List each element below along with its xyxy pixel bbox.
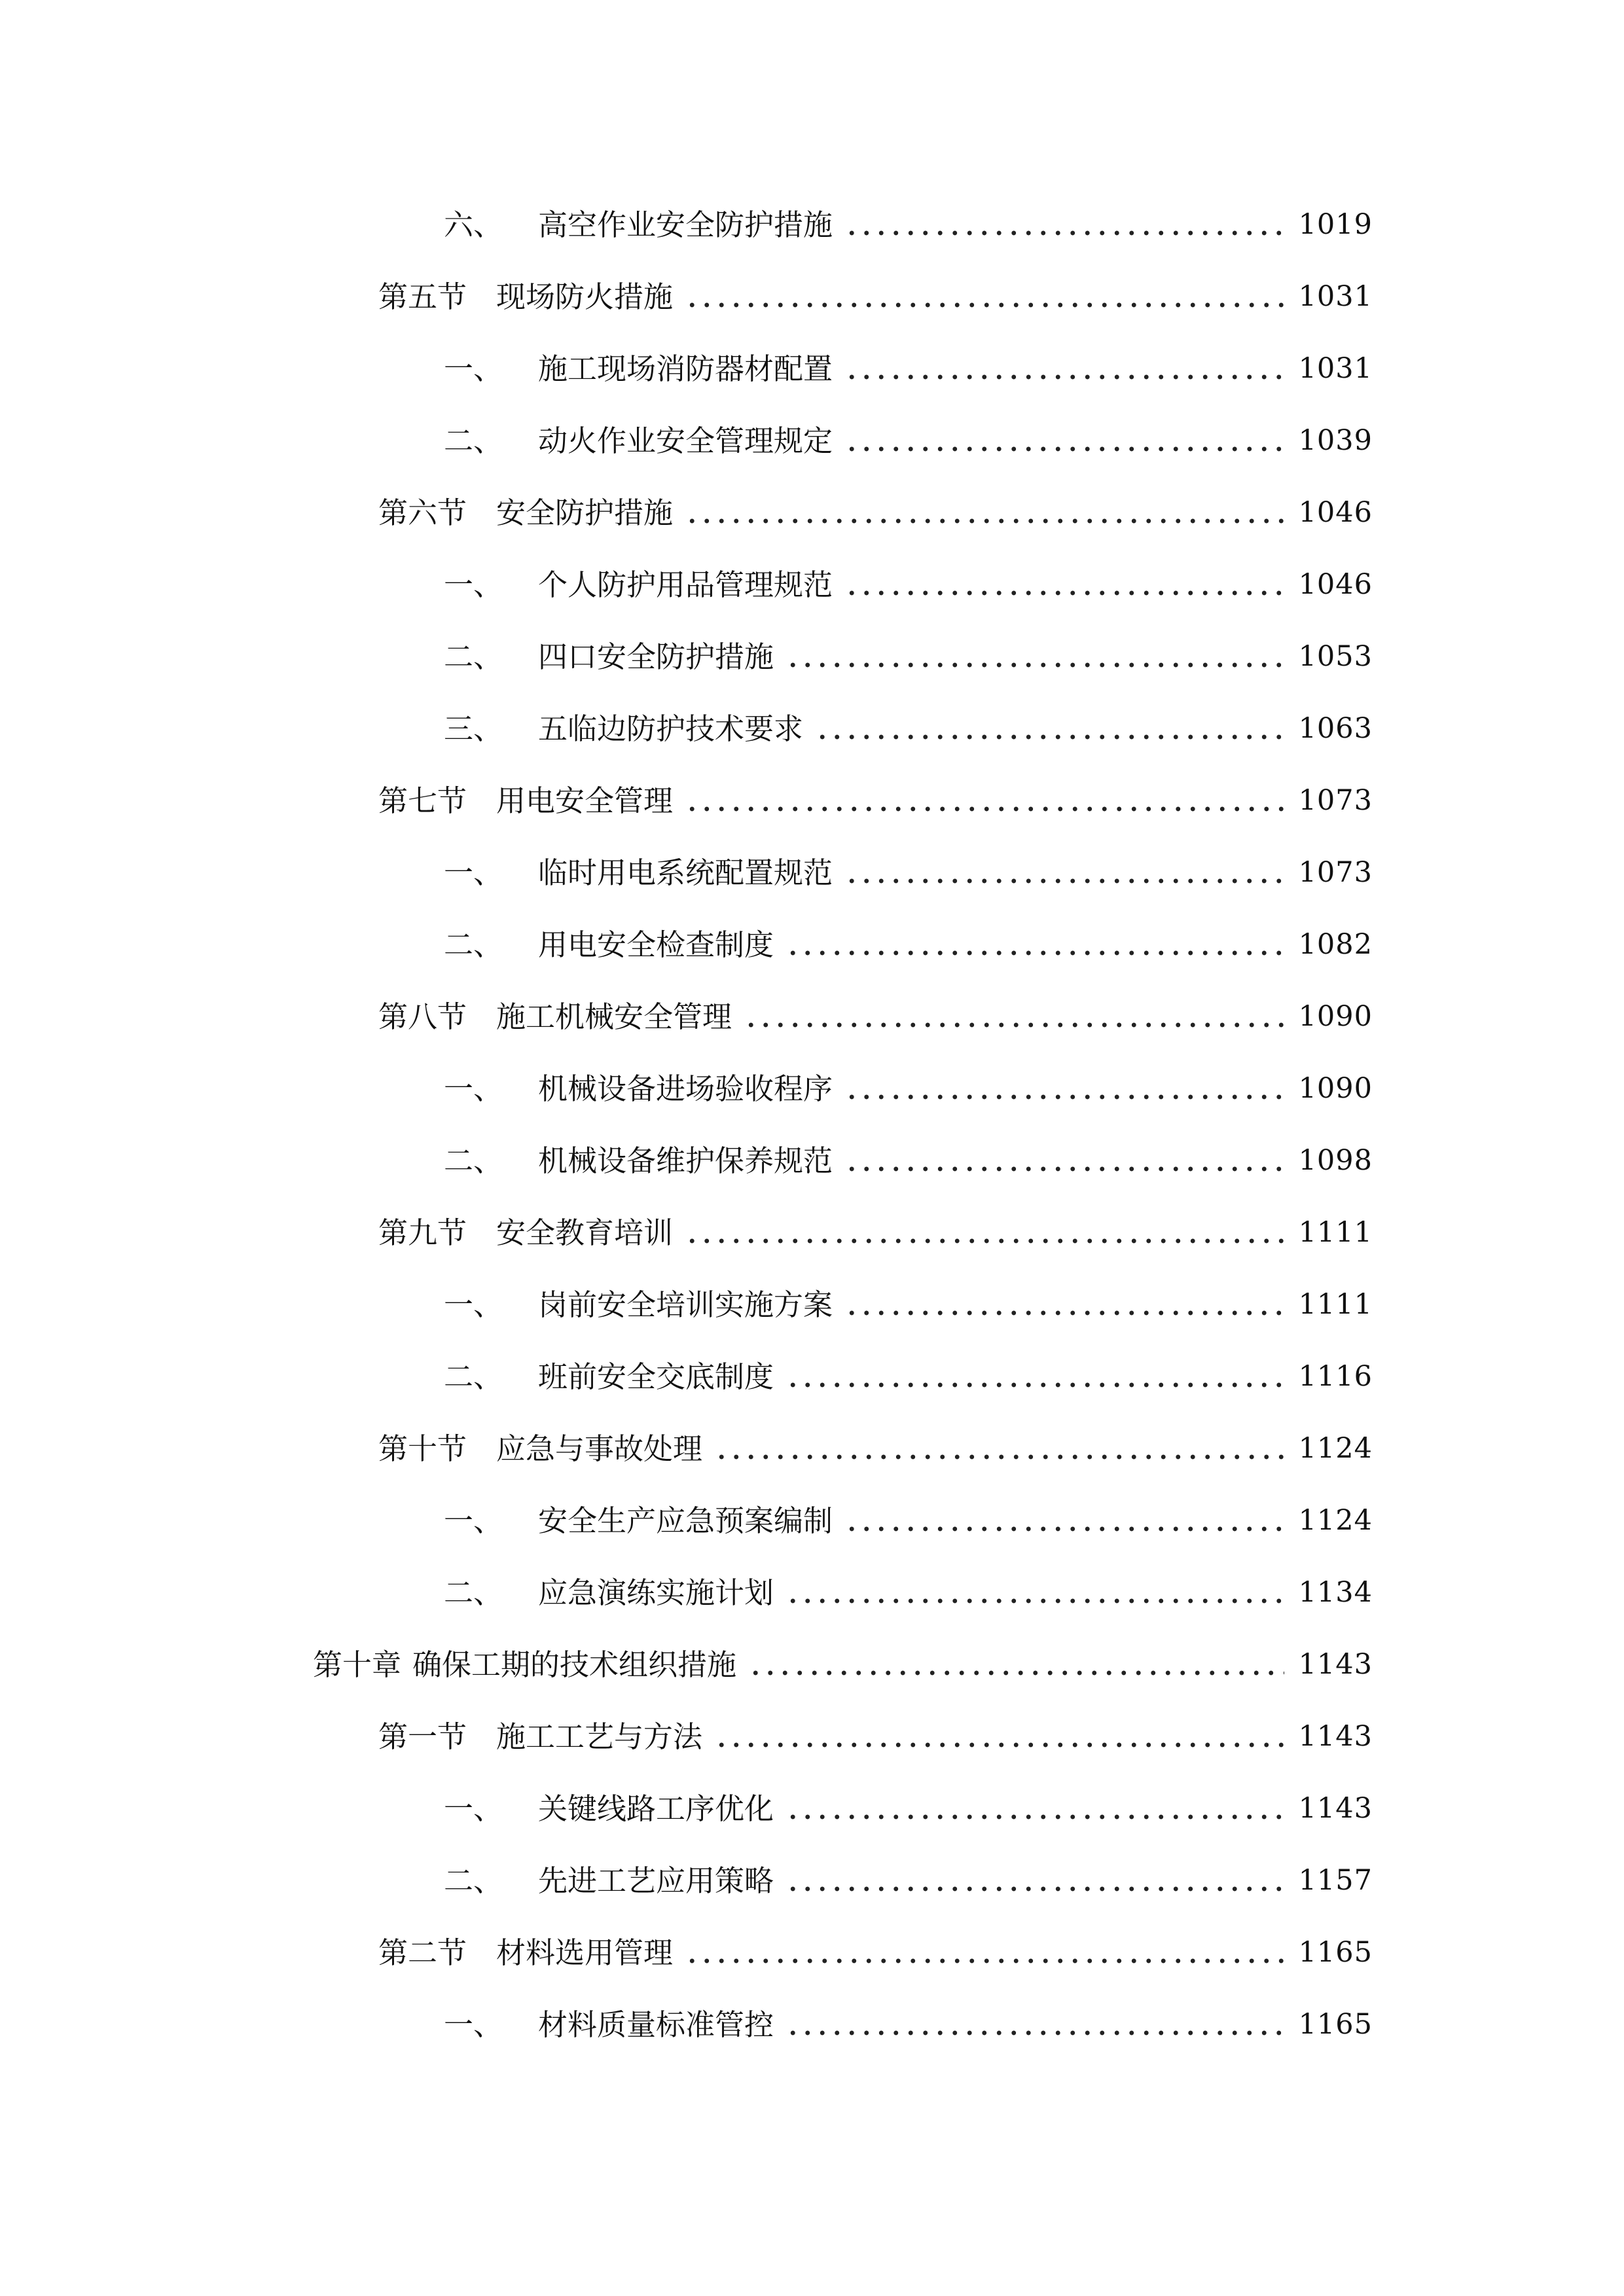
toc-entry-page: 1098: [1298, 1143, 1373, 1177]
toc-entry-label: [378, 279, 674, 314]
toc-entry-title: 施工现场消防器材配置: [538, 351, 833, 386]
toc-entry-title: 安全防护措施: [496, 495, 674, 530]
toc-entry[interactable]: [0, 1700, 1624, 1772]
toc-entry-label: [444, 207, 833, 242]
toc-entry-label: [378, 783, 674, 818]
toc-entry-title: 应急演练实施计划: [538, 1575, 774, 1610]
toc-entry-number: 第一节: [378, 1719, 467, 1754]
toc-entry[interactable]: [0, 620, 1624, 692]
toc-dot-leader: [844, 570, 1284, 600]
toc-entry-page: 1090: [1298, 999, 1373, 1033]
toc-entry-label: [444, 1359, 774, 1394]
toc-entry-page: 1165: [1298, 2007, 1373, 2041]
toc-dot-leader: [844, 858, 1284, 888]
toc-entry-label: [444, 1575, 774, 1610]
toc-entry-page: 1157: [1298, 1863, 1373, 1897]
toc-dot-leader: [685, 282, 1284, 312]
toc-entry-number: 一、: [444, 2007, 503, 2042]
toc-entry-label: [444, 927, 774, 962]
toc-entry-page: 1073: [1298, 855, 1373, 889]
toc-entry-page: 1046: [1298, 495, 1373, 529]
toc-entry-label: [444, 1503, 833, 1538]
toc-entry-label: [378, 495, 674, 530]
toc-entry-page: 1053: [1298, 639, 1373, 673]
toc-entry[interactable]: [0, 260, 1624, 332]
toc-dot-leader: [844, 426, 1284, 456]
toc-dot-leader: [685, 786, 1284, 816]
toc-entry-title: 机械设备进场验收程序: [538, 1071, 833, 1106]
toc-entry-page: 1116: [1298, 1359, 1373, 1393]
toc-entry[interactable]: [0, 908, 1624, 980]
toc-entry-label: [444, 639, 774, 674]
table-of-contents: [0, 188, 1624, 2060]
toc-entry-label: [444, 1287, 833, 1322]
toc-entry-number: 二、: [444, 423, 503, 458]
toc-entry-number: 二、: [444, 1575, 503, 1610]
toc-entry-number: 三、: [444, 711, 503, 746]
toc-entry-title: 先进工艺应用策略: [538, 1863, 774, 1898]
toc-dot-leader: [714, 1722, 1284, 1751]
toc-dot-leader: [685, 1218, 1284, 1247]
toc-entry-number: 二、: [444, 1359, 503, 1394]
toc-entry-label: [444, 351, 833, 386]
toc-entry[interactable]: [0, 980, 1624, 1052]
toc-entry-page: 1111: [1298, 1287, 1373, 1321]
toc-entry-label: [378, 1215, 674, 1250]
toc-dot-leader: [785, 930, 1284, 960]
toc-entry-label: [444, 855, 833, 890]
toc-entry-title: 用电安全管理: [496, 783, 674, 818]
toc-entry[interactable]: [0, 188, 1624, 260]
toc-entry-label: [444, 1863, 774, 1898]
toc-entry-number: 第七节: [378, 783, 467, 818]
toc-entry[interactable]: [0, 1988, 1624, 2060]
toc-dot-leader: [714, 1434, 1284, 1463]
toc-dot-leader: [815, 714, 1284, 744]
toc-dot-leader: [844, 1146, 1284, 1175]
toc-entry-page: 1111: [1298, 1215, 1373, 1249]
toc-entry[interactable]: [0, 1412, 1624, 1484]
toc-dot-leader: [748, 1650, 1284, 1679]
toc-entry-title: 用电安全检查制度: [538, 927, 774, 962]
toc-entry-page: 1063: [1298, 711, 1373, 745]
toc-entry-number: 一、: [444, 1503, 503, 1538]
toc-entry-title: 机械设备维护保养规范: [538, 1143, 833, 1178]
toc-entry-page: 1046: [1298, 567, 1373, 601]
toc-entry-label: [313, 1647, 737, 1682]
toc-entry-title: 个人防护用品管理规范: [538, 567, 833, 602]
toc-entry[interactable]: [0, 692, 1624, 764]
toc-entry-page: 1031: [1298, 279, 1373, 313]
toc-entry-number: 六、: [444, 207, 503, 242]
toc-entry-label: [444, 1143, 833, 1178]
toc-entry-label: [378, 1431, 703, 1466]
toc-dot-leader: [844, 1074, 1284, 1103]
toc-entry-title: 现场防火措施: [496, 279, 674, 314]
toc-entry[interactable]: [0, 1340, 1624, 1412]
toc-entry-number: 一、: [444, 567, 503, 602]
toc-entry[interactable]: [0, 1844, 1624, 1916]
toc-entry-page: 1124: [1298, 1431, 1373, 1465]
toc-entry-number: 第十节: [378, 1431, 467, 1466]
toc-entry-number: 二、: [444, 927, 503, 962]
toc-dot-leader: [785, 1362, 1284, 1391]
toc-entry[interactable]: [0, 1268, 1624, 1340]
toc-entry-label: [444, 711, 804, 746]
toc-entry-label: [378, 1719, 703, 1754]
toc-entry-title: 四口安全防护措施: [538, 639, 774, 674]
toc-entry-page: 1082: [1298, 927, 1373, 961]
toc-entry-number: 第五节: [378, 279, 467, 314]
toc-dot-leader: [844, 1290, 1284, 1319]
toc-entry-title: 临时用电系统配置规范: [538, 855, 833, 890]
toc-entry-title: 关键线路工序优化: [538, 1791, 774, 1826]
toc-entry[interactable]: [0, 332, 1624, 404]
toc-entry[interactable]: [0, 1556, 1624, 1628]
toc-dot-leader: [844, 1506, 1284, 1535]
toc-entry-title: 安全教育培训: [496, 1215, 674, 1250]
toc-entry-page: 1143: [1298, 1791, 1373, 1825]
toc-entry[interactable]: [0, 1124, 1624, 1196]
toc-entry-number: 二、: [444, 1143, 503, 1178]
toc-entry-title: 班前安全交底制度: [538, 1359, 774, 1394]
toc-entry-label: [444, 1791, 774, 1826]
toc-entry[interactable]: [0, 1772, 1624, 1844]
toc-entry-title: 确保工期的技术组织措施: [412, 1647, 737, 1682]
toc-entry-title: 材料选用管理: [496, 1935, 674, 1970]
toc-entry-title: 安全生产应急预案编制: [538, 1503, 833, 1538]
toc-entry-number: 第九节: [378, 1215, 467, 1250]
toc-entry[interactable]: [0, 1628, 1624, 1700]
toc-entry-page: 1073: [1298, 783, 1373, 817]
toc-entry-page: 1165: [1298, 1935, 1373, 1969]
toc-entry-title: 施工机械安全管理: [496, 999, 732, 1034]
toc-entry-page: 1039: [1298, 423, 1373, 457]
toc-dot-leader: [744, 1002, 1284, 1031]
toc-dot-leader: [785, 2010, 1284, 2039]
toc-entry-page: 1143: [1298, 1647, 1373, 1681]
toc-entry-page: 1134: [1298, 1575, 1373, 1609]
toc-dot-leader: [844, 354, 1284, 384]
toc-entry-number: 第十章: [313, 1647, 402, 1682]
toc-entry[interactable]: [0, 476, 1624, 548]
toc-entry-page: 1090: [1298, 1071, 1373, 1105]
toc-entry-number: 第六节: [378, 495, 467, 530]
toc-dot-leader: [785, 1866, 1284, 1895]
toc-entry[interactable]: [0, 1484, 1624, 1556]
toc-entry-title: 施工工艺与方法: [496, 1719, 703, 1754]
toc-entry-number: 第二节: [378, 1935, 467, 1970]
toc-entry-title: 五临边防护技术要求: [538, 711, 804, 746]
toc-entry-page: 1019: [1298, 207, 1373, 241]
toc-entry-title: 动火作业安全管理规定: [538, 423, 833, 458]
toc-entry-label: [444, 567, 833, 602]
toc-entry-page: 1143: [1298, 1719, 1373, 1753]
toc-dot-leader: [785, 642, 1284, 672]
toc-entry-title: 材料质量标准管控: [538, 2007, 774, 2042]
toc-entry[interactable]: [0, 1916, 1624, 1988]
toc-entry-number: 第八节: [378, 999, 467, 1034]
toc-entry-number: 一、: [444, 855, 503, 890]
toc-entry-title: 岗前安全培训实施方案: [538, 1287, 833, 1322]
toc-entry[interactable]: [0, 548, 1624, 620]
toc-dot-leader: [785, 1578, 1284, 1607]
toc-entry-number: 二、: [444, 639, 503, 674]
toc-entry[interactable]: [0, 836, 1624, 908]
toc-entry-number: 一、: [444, 351, 503, 386]
toc-entry-page: 1124: [1298, 1503, 1373, 1537]
toc-entry-number: 二、: [444, 1863, 503, 1898]
toc-entry-label: [378, 1935, 674, 1970]
toc-entry-page: 1031: [1298, 351, 1373, 385]
toc-entry-title: 应急与事故处理: [496, 1431, 703, 1466]
toc-dot-leader: [785, 1794, 1284, 1823]
toc-entry-label: [444, 423, 833, 458]
toc-entry[interactable]: [0, 1196, 1624, 1268]
toc-entry-label: [444, 2007, 774, 2042]
toc-dot-leader: [685, 498, 1284, 528]
toc-dot-leader: [844, 210, 1284, 240]
toc-entry-number: 一、: [444, 1791, 503, 1826]
toc-entry[interactable]: [0, 1052, 1624, 1124]
toc-entry[interactable]: [0, 764, 1624, 836]
toc-entry-label: [378, 999, 732, 1034]
toc-entry-number: 一、: [444, 1287, 503, 1322]
toc-entry-title: 高空作业安全防护措施: [538, 207, 833, 242]
toc-entry-label: [444, 1071, 833, 1106]
toc-entry-number: 一、: [444, 1071, 503, 1106]
toc-entry[interactable]: [0, 404, 1624, 476]
toc-dot-leader: [685, 1938, 1284, 1967]
